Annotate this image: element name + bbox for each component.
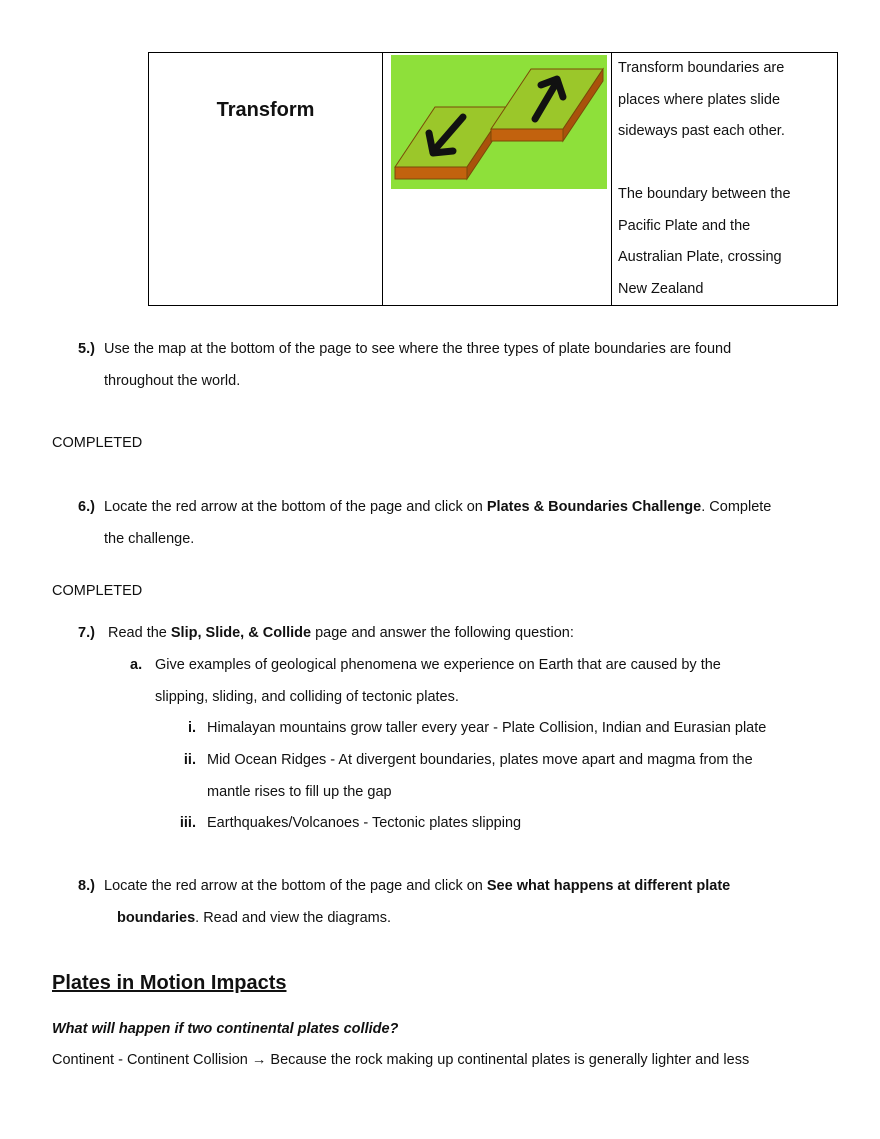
section-heading: Plates in Motion Impacts	[52, 972, 287, 994]
sub-question-a-text: Give examples of geological phenomena we experience on Earth that are caused by the	[155, 657, 721, 673]
boundaries-text: boundaries	[117, 910, 196, 926]
transform-boundary-diagram	[391, 55, 607, 189]
description-line: New Zealand	[618, 280, 704, 297]
question-5-text-continued: throughout the world.	[104, 373, 241, 389]
boundary-table	[148, 52, 838, 306]
description-blank-line	[618, 148, 831, 180]
boundary-name-cell	[149, 53, 383, 306]
answer-ii-text: Mid Ocean Ridges - At divergent boundaries, plates move apart and magma from the	[207, 752, 753, 768]
table-row	[149, 53, 838, 306]
answer-ii-text-continued: mantle rises to fill up the gap	[207, 784, 392, 800]
answer-i-marker: i.	[187, 720, 196, 736]
question-6-text-continued: the challenge.	[104, 531, 195, 547]
question-8-number: 8.)	[78, 878, 95, 894]
question-5-number: 5.)	[78, 341, 95, 357]
left-plate-side	[395, 167, 467, 179]
question-7-text-start: Read the	[108, 625, 171, 641]
question-6-text-end: . Complete	[701, 499, 772, 515]
boundary-name: Transform	[216, 99, 315, 121]
question-8-text-end: . Read and view the diagrams.	[195, 910, 392, 926]
description-line: places where plates slide	[618, 91, 781, 108]
question-8-text-start: Locate the red arrow at the bottom of the page and click on	[104, 878, 487, 894]
sub-question-a-marker: a.	[130, 657, 143, 673]
question-5-text: Use the map at the bottom of the page to see where the three types of plate boundaries are found	[104, 341, 732, 357]
diagram-cell	[383, 53, 612, 306]
question-6-answer: COMPLETED	[52, 583, 143, 599]
question-8-text	[104, 878, 730, 894]
description-line: Pacific Plate and the	[618, 217, 751, 234]
description-line: Australian Plate, crossing	[618, 249, 782, 265]
question-7-text	[108, 625, 574, 641]
answer-iii-marker: iii.	[179, 815, 196, 831]
section-question: What will happen if two continental plates collide?	[52, 1021, 399, 1037]
description-line: Transform boundaries are	[618, 60, 785, 76]
question-6-text-start: Locate the red arrow at the bottom of the page and click on	[104, 499, 487, 515]
question-7-text-end: page and answer the following question:	[311, 625, 574, 641]
slip-slide-collide-text: Slip, Slide, & Collide	[170, 625, 312, 641]
question-7-number: 7.)	[78, 625, 95, 641]
description-line: sideways past each other.	[618, 123, 785, 139]
question-6-text	[104, 499, 771, 515]
question-6-number: 6.)	[78, 499, 95, 515]
section-answer: Continent - Continent Collision → Because the rock making up continental plates is generally lighter and less	[52, 1052, 750, 1068]
right-plate-side	[491, 129, 563, 141]
description-line: The boundary between the	[618, 186, 791, 202]
sub-question-a-text-continued: slipping, sliding, and colliding of tectonic plates.	[155, 689, 459, 705]
question-5-answer: COMPLETED	[52, 435, 143, 451]
answer-iii-text: Earthquakes/Volcanoes - Tectonic plates slipping	[207, 815, 522, 831]
see-what-happens-text: See what happens at different plate	[486, 878, 731, 894]
description-cell	[612, 53, 838, 306]
plates-boundaries-challenge-link-text: Plates & Boundaries Challenge	[486, 499, 702, 515]
answer-ii-marker: ii.	[183, 752, 196, 768]
question-8-text-continued	[117, 910, 391, 926]
answer-i-text: Himalayan mountains grow taller every year - Plate Collision, Indian and Eurasian plate	[207, 720, 767, 736]
